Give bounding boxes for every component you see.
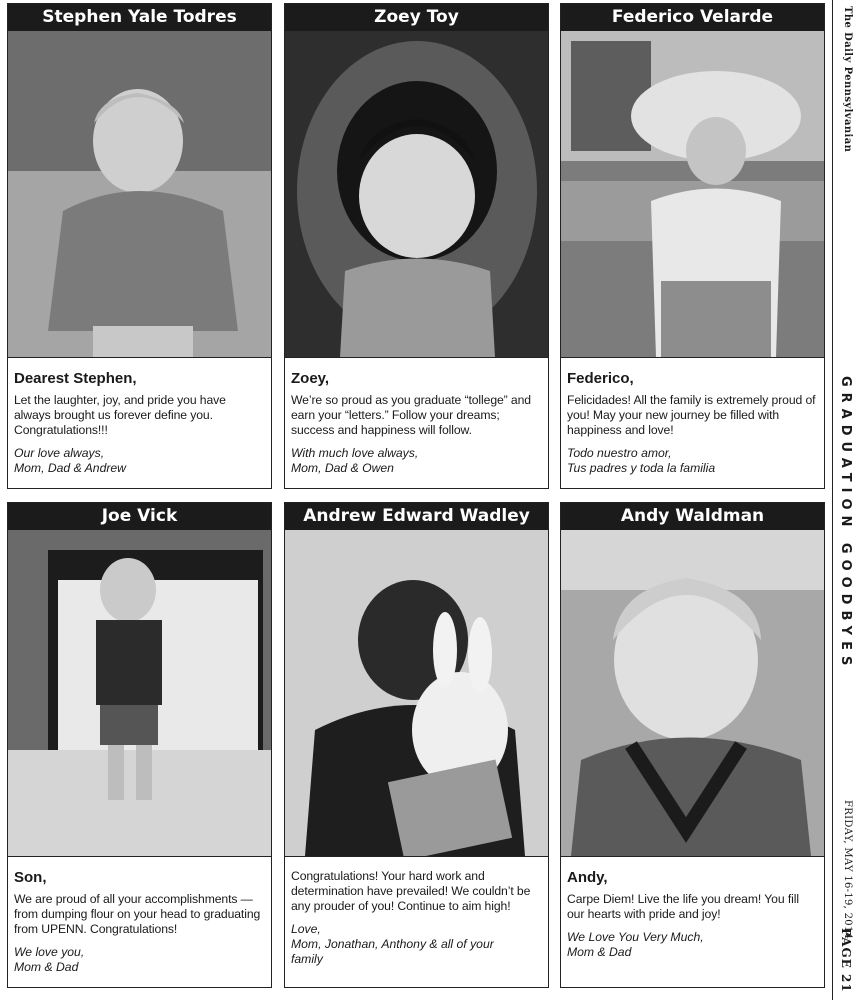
card-greeting: Zoey, — [291, 370, 330, 387]
card-message — [291, 360, 542, 476]
signoff-line: Mom & Dad — [567, 945, 632, 959]
card-name-bar: Zoey Toy — [285, 4, 548, 31]
goodbye-card-andrew — [284, 502, 549, 988]
goodbye-card-andy — [560, 502, 825, 988]
signoff-line: Mom, Dad & Owen — [291, 461, 394, 475]
goodbye-card-federico — [560, 3, 825, 489]
goodbye-card-joe — [7, 502, 272, 988]
page-sidebar — [832, 0, 858, 1000]
card-name-bar: Federico Velarde — [561, 4, 824, 31]
card-name-bar: Joe Vick — [8, 503, 271, 530]
signoff-line: Todo nuestro amor, — [567, 446, 672, 460]
card-body: We are proud of all your accomplishments — from dumping flour on your head to graduating from UPENN. Congratulations! — [14, 892, 261, 936]
card-message — [14, 360, 265, 476]
card-greeting: Son, — [14, 869, 47, 886]
issue-date: FRIDAY, MAY 16-19, 2014 — [842, 800, 853, 940]
child-photo — [8, 31, 271, 358]
card-body: Felicidades! All the family is extremely proud of you! May your new journey be filled with happiness and love! — [567, 393, 816, 437]
signoff-line: Mom, Dad & Andrew — [14, 461, 126, 475]
goodbye-card-stephen — [7, 3, 272, 489]
section-title: GRADUATION GOODBYES — [838, 376, 853, 672]
child-photo — [561, 530, 824, 857]
signoff-line: With much love always, — [291, 446, 419, 460]
child-photo — [561, 31, 824, 358]
card-signoff — [14, 945, 265, 975]
card-signoff — [567, 930, 818, 960]
signoff-line: We Love You Very Much, — [567, 930, 704, 944]
card-signoff — [14, 446, 265, 476]
signoff-line: Our love always, — [14, 446, 105, 460]
card-body: Congratulations! Your hard work and determination have prevailed! We couldn’t be any prouder of you! Continue to aim high! — [291, 869, 531, 913]
card-signoff — [291, 922, 542, 967]
card-greeting: Federico, — [567, 370, 634, 387]
card-message — [567, 360, 818, 476]
card-signoff — [291, 446, 542, 476]
goodbye-card-zoey — [284, 3, 549, 489]
signoff-line: Mom, Jonathan, Anthony & all of your — [291, 937, 494, 951]
child-photo — [285, 530, 548, 857]
newspaper-name: The Daily Pennsylvanian — [842, 6, 853, 153]
card-body: Carpe Diem! Live the life you dream! You fill our hearts with pride and joy! — [567, 892, 799, 921]
card-name-bar: Stephen Yale Todres — [8, 4, 271, 31]
child-photo — [285, 31, 548, 358]
card-message — [14, 859, 265, 975]
signoff-line: family — [291, 952, 323, 966]
card-name-bar: Andrew Edward Wadley — [285, 503, 548, 530]
signoff-line: Tus padres y toda la familia — [567, 461, 716, 475]
card-greeting: Andy, — [567, 869, 608, 886]
card-body: We’re so proud as you graduate “tollege” and earn your “letters.” Follow your dreams; success and happiness will follow. — [291, 393, 531, 437]
card-name-bar: Andy Waldman — [561, 503, 824, 530]
card-body: Let the laughter, joy, and pride you have always brought us forever define you. Congratulations!!! — [14, 393, 226, 437]
signoff-line: Love, — [291, 922, 321, 936]
card-signoff — [567, 446, 818, 476]
page-number: PAGE 21 — [839, 928, 853, 993]
signoff-line: Mom & Dad — [14, 960, 79, 974]
card-message — [567, 859, 818, 960]
signoff-line: We love you, — [14, 945, 85, 959]
card-greeting: Dearest Stephen, — [14, 370, 137, 387]
child-photo — [8, 530, 271, 857]
card-message — [291, 859, 542, 967]
